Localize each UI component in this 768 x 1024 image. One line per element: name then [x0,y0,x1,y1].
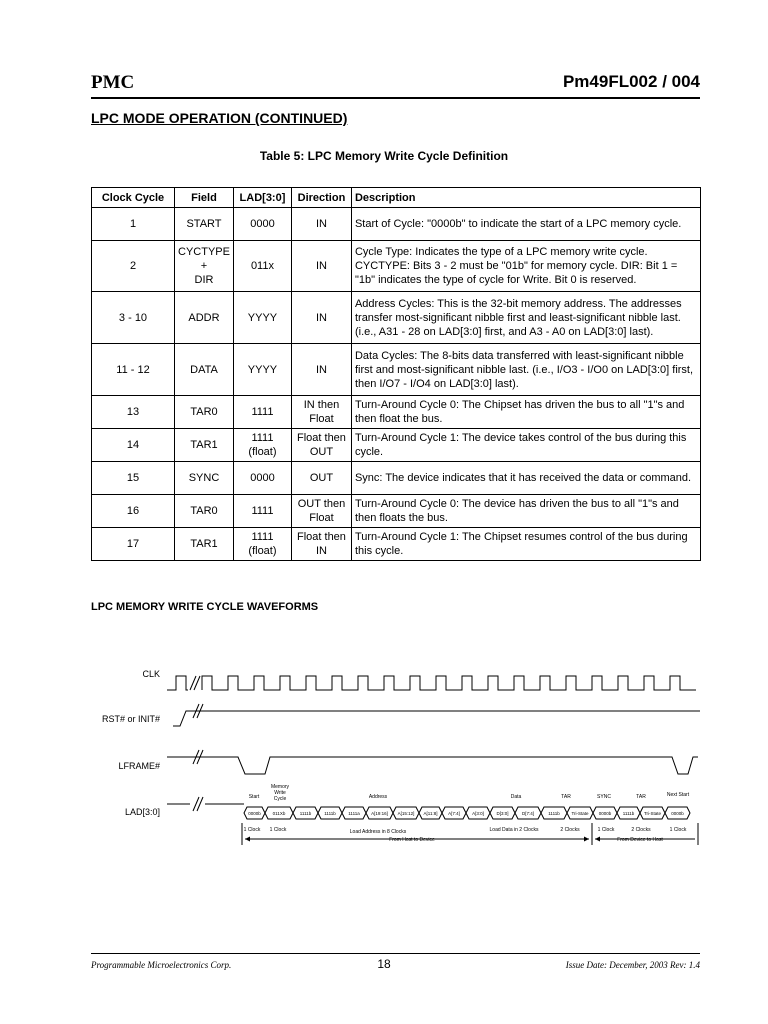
clk-waveform [167,676,696,690]
cell-field [175,429,234,462]
clock-cycle-value: 15 [126,472,140,484]
direction-value: Float [309,512,334,524]
table-body [92,208,701,561]
lad-value: 011x [250,260,274,272]
lad-break-mark [193,797,203,811]
lad-value: YYYY [247,311,278,324]
cell-clock-cycle [92,292,175,344]
footer-rule [91,953,700,954]
field-value: + [200,260,208,272]
cell-clock-cycle [92,208,175,241]
clock-cycle-value: 11 - 12 [116,363,150,376]
cell-direction [291,208,351,241]
document-part-number: Pm49FL002 / 004 [562,72,700,91]
clock-cycle-value: 16 [126,505,140,517]
clock-cycle-value: 2 [129,260,137,272]
description-text: Cycle Type: Indicates the type of a LPC memory write cycle. CYCTYPE: Bits 3 - 2 must be "01b" for memory cycle. DIR: Bit 1 = "1b" indicates the type of cycle for Write. Bit 0 is reserved. [354,246,678,286]
timing-label-data: Load Data in 2 Clocks [489,827,539,833]
table-row [92,292,701,344]
description-text: Turn-Around Cycle 1: The Chipset resumes control of the bus during this cycle. [354,531,688,557]
lad-bus-value: 0000b [598,811,612,816]
cell-clock-cycle [92,241,175,292]
field-value: ADDR [188,311,220,324]
signal-label-clk: CLK [142,669,160,679]
field-value: CYCTYPE [178,246,230,258]
field-value: DIR [194,274,214,286]
clock-cycle-value: 14 [126,439,140,451]
lad-value: YYYY [247,363,278,376]
description-text: Turn-Around Cycle 0: The device has driven the bus to all "1"s and then floats the bus. [354,498,679,524]
table-row [92,462,701,495]
timing-label-address: Load Address in 8 Clocks [349,829,407,835]
lad-value: (float) [248,446,277,458]
direction-label-device-to-host: From Device to Host [617,837,663,843]
cell-description [351,241,700,292]
lad-bus-value: 1111b [548,811,560,816]
cell-clock-cycle [92,462,175,495]
lad-value: 0000 [250,472,275,484]
cell-lad [233,396,291,429]
cell-description [351,292,700,344]
lad-bus-value: D[7:4] [521,811,535,816]
lad-bus-value: 1111b [299,811,312,816]
col-lad: LAD[3:0] [233,188,291,208]
table-row [92,241,701,292]
table-row [92,344,701,396]
lad-bus-value: A[3:0] [472,811,484,816]
field-value: TAR1 [190,538,218,550]
field-value: TAR0 [190,406,218,418]
footer-company: Programmable Microelectronics Corp. [91,960,232,970]
direction-value: IN [315,311,327,324]
lad-value: 0000 [250,218,275,230]
description-text: Data Cycles: The 8-bits data transferred with least-significant nibble first and most-significant nibble last. (i.e., I/O3 - I/O0 on LAD[3:0] first, then I/O7 - I/O4 on LAD[3:0] last). [354,349,694,390]
cell-lad [233,344,291,396]
timing-label-tar: 2 Clocks [560,827,580,833]
cell-clock-cycle [92,429,175,462]
company-name: PMC [91,72,135,93]
direction-value: IN then [303,399,340,411]
description-text: Sync: The device indicates that it has received the data or command. [354,472,692,484]
cell-field [175,528,234,561]
field-value: START [186,218,222,230]
cell-lad [233,462,291,495]
table-caption: Table 5: LPC Memory Write Cycle Definition [259,149,509,163]
field-value: TAR1 [190,439,218,451]
cell-field [175,396,234,429]
table-row [92,528,701,561]
waveform-title: LPC MEMORY WRITE CYCLE WAVEFORMS [91,601,319,613]
phase-label-start: Start [248,794,260,800]
table-row [92,396,701,429]
description-text: Turn-Around Cycle 1: The device takes control of the bus during this cycle. [354,432,687,458]
signal-label-lframe: LFRAME# [118,761,160,771]
cell-description [351,208,700,241]
phase-label-cycle: Cycle [273,796,287,802]
cell-direction [291,528,351,561]
phase-label-tar: TAR [561,794,571,800]
table-row [92,495,701,528]
table-header-row [92,188,701,208]
lpc-write-cycle-table [91,187,701,561]
clock-cycle-value: 1 [129,218,137,230]
cell-description [351,462,700,495]
cell-field [175,344,234,396]
direction-value: Float then [297,531,346,543]
col-field: Field [175,188,234,208]
waveform-diagram [0,640,768,860]
clock-cycle-value: 17 [126,538,140,550]
header-rule [91,97,700,99]
cell-field [175,462,234,495]
direction-value: IN [315,545,327,557]
cell-description [351,495,700,528]
phase-label-data: Data [510,794,522,800]
lad-bus-value: A[7:4] [448,811,460,816]
col-description: Description [351,188,700,208]
lad-bus-value: D[3:0] [496,811,509,816]
lad-bus-value: A[11:8] [423,811,438,816]
cell-field [175,241,234,292]
cell-lad [233,429,291,462]
clk-break-mark [190,676,200,690]
direction-value: Float [309,413,334,425]
direction-value: OUT then [297,498,346,510]
clock-cycle-value: 3 - 10 [118,311,148,324]
cell-clock-cycle [92,495,175,528]
clock-cycle-value: 13 [126,406,140,418]
lad-bus-value: A[19:16] [371,811,388,816]
direction-label-host-to-device: From Host to Device [389,837,435,843]
lad-bus-value: 1111b [324,811,336,816]
phase-label-sync: SYNC [597,794,611,800]
table-row [92,429,701,462]
field-value: TAR0 [190,505,218,517]
lad-bus-value: A[15:12] [397,811,415,816]
cell-field [175,208,234,241]
phase-label-write: Write [274,790,286,796]
lad-bus-value: 011Xb [272,811,286,816]
timing-label-cycle: 1 Clock [269,827,287,833]
table-row [92,208,701,241]
lframe-waveform [167,757,698,774]
field-value: DATA [190,363,218,376]
lad-value: 1111 [251,505,274,517]
phase-label-address: Address [368,794,388,800]
cell-field [175,292,234,344]
cell-direction [291,241,351,292]
phase-label-memory: Memory [270,784,290,790]
cell-description [351,429,700,462]
lad-value: 1111 [251,531,274,543]
cell-lad [233,495,291,528]
direction-value: IN [315,218,327,230]
description-text: Address Cycles: This is the 32-bit memory address. The addresses transfer most-significant nibble first and least-significant nibble last. (i.e., A31 - 28 on LAD[3:0] first, and A3 - A0 on LAD[3:0] last). [354,297,682,338]
cell-lad [233,528,291,561]
phase-label-next-start: Next Start [666,792,690,798]
direction-value: Float then [297,432,346,444]
col-direction: Direction [291,188,351,208]
lad-value: 1111 [251,406,274,418]
cell-direction [291,495,351,528]
cell-clock-cycle [92,528,175,561]
timing-label-start: 1 Clock [243,827,261,833]
col-clock-cycle: Clock Cycle [92,188,175,208]
lad-bus-value: Tri-State [571,811,589,816]
description-text: Turn-Around Cycle 0: The Chipset has driven the bus to all "1"s and then float the bus. [354,399,685,425]
cell-lad [233,208,291,241]
description-text: Start of Cycle: "0000b" to indicate the start of a LPC memory cycle. [354,218,682,230]
timing-label-next: 1 Clock [669,827,687,833]
cell-direction [291,396,351,429]
lad-bus-value: 1111a [348,811,360,816]
direction-value: IN [315,363,327,376]
direction-value: OUT [309,472,334,484]
cell-field [175,495,234,528]
cell-direction [291,462,351,495]
lad-value: (float) [248,545,277,557]
cell-clock-cycle [92,344,175,396]
lad-bus-value: 0000b [248,811,261,816]
cell-description [351,396,700,429]
footer-issue-date: Issue Date: December, 2003 Rev: 1.4 [565,960,700,970]
phase-label-tar-2: TAR [636,794,646,800]
page-number: 18 [377,957,391,971]
direction-value: OUT [309,446,334,458]
rst-waveform [173,711,700,726]
section-title: LPC MODE OPERATION (CONTINUED) [91,110,348,126]
cell-direction [291,344,351,396]
timing-label-sync: 1 Clock [597,827,615,833]
lad-value: 1111 [251,432,274,444]
cell-lad [233,292,291,344]
cell-direction [291,292,351,344]
signal-label-lad: LAD[3:0] [124,807,160,817]
timing-label-tar-2: 2 Clocks [631,827,651,833]
cell-clock-cycle [92,396,175,429]
cell-description [351,344,700,396]
field-value: SYNC [188,472,220,484]
cell-description [351,528,700,561]
lad-bus-value: 1111b [622,811,635,816]
signal-label-rst: RST# or INIT# [101,714,160,724]
direction-value: IN [315,260,327,272]
cell-direction [291,429,351,462]
cell-lad [233,241,291,292]
lad-bus-value: 0000b [671,811,684,816]
lad-bus-value: Tri-State [643,811,662,816]
